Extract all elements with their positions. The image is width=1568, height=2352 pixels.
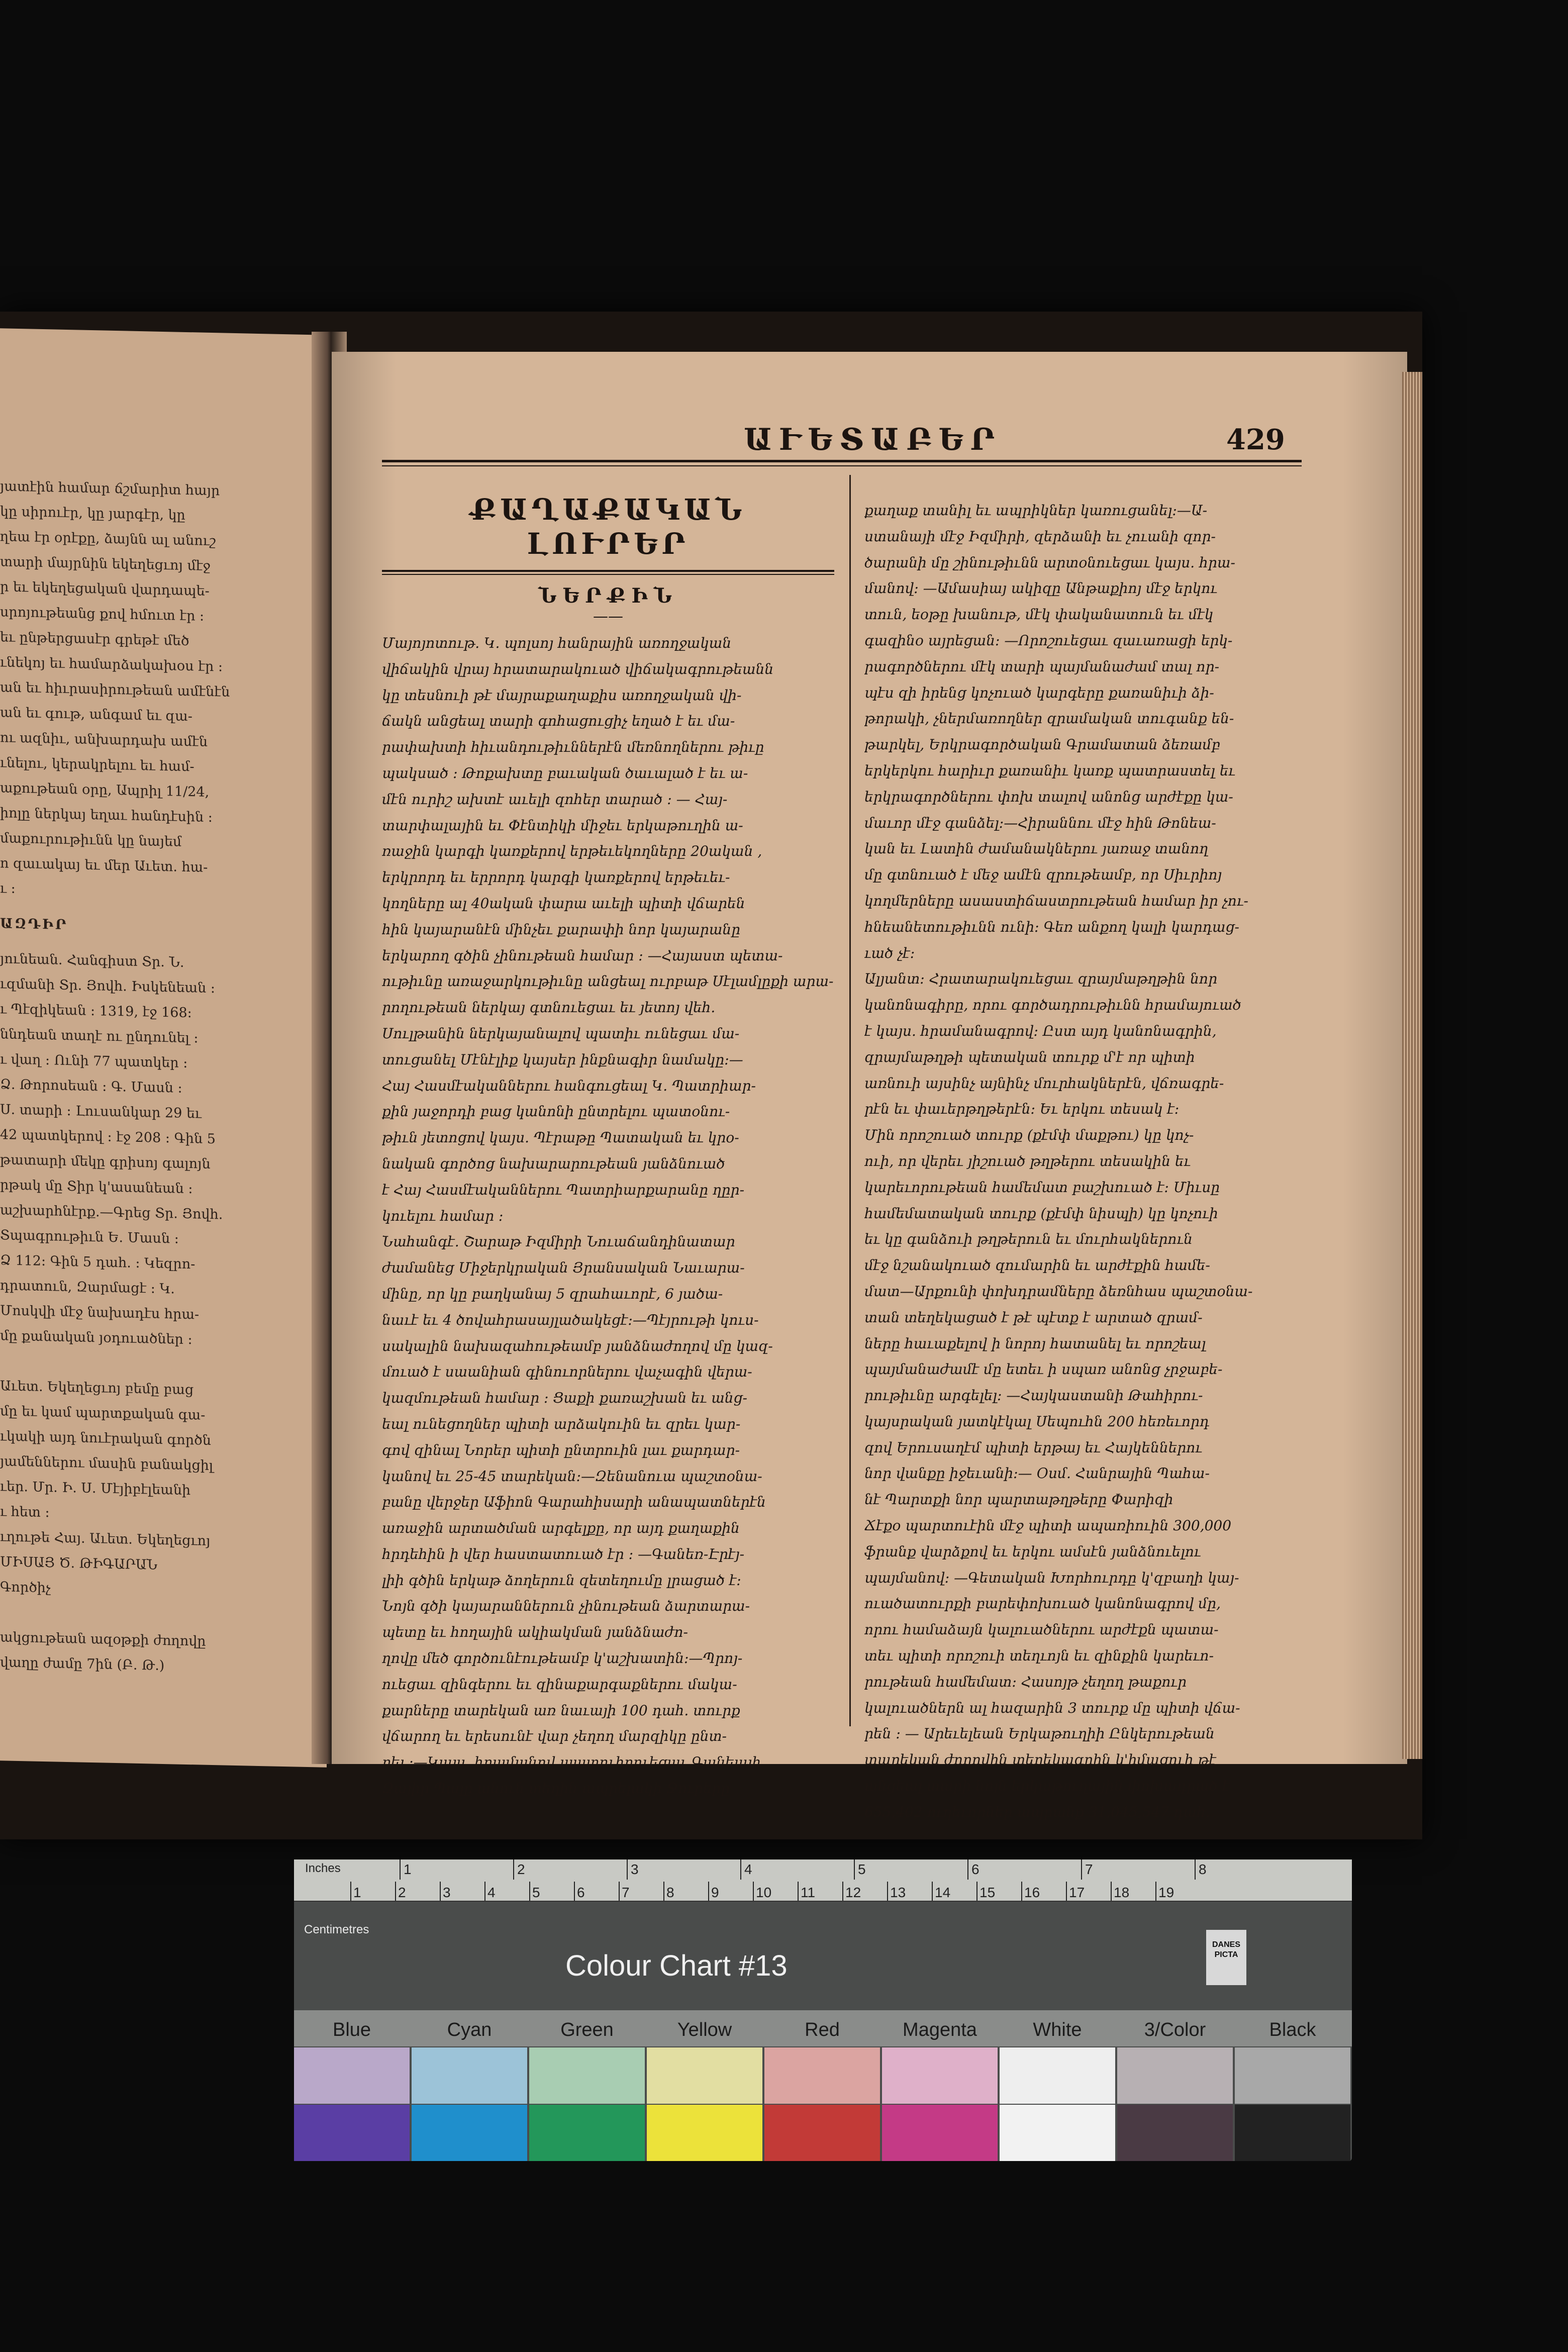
left-page-line: ւկակի այդ նուէրական գործն [0, 1428, 211, 1448]
left-page-line: ւ Պէզիկեան ։ 1319, էջ 168։ [0, 1001, 192, 1021]
left-page-line: աշխարհնէրք.—Գրեց Տր. Յովհ. [0, 1202, 223, 1223]
cm-tick-label: 10 [756, 1885, 772, 1900]
text-line: մէջ նշանակուած զումարին եւ արժէքին համե- [864, 1257, 1210, 1274]
left-column [382, 482, 834, 1802]
left-page-line: ւնելու, կերակրելու եւ համ- [0, 755, 194, 775]
colour-swatch-light [294, 2047, 410, 2104]
patch-label: Blue [332, 2019, 371, 2040]
cm-tick [440, 1882, 441, 1901]
chart-title: Colour Chart #13 [565, 1949, 788, 1982]
text-line: կարեւորութեան համեմատ բաշխուած է։ Միւսը [864, 1179, 1220, 1196]
running-head: ԱՒԵՏԱԲԵՐ [744, 422, 1002, 457]
text-line: պակսած ։ Թոքախտը բաւական ծաւալած է եւ ա- [382, 764, 748, 781]
left-page-line: ւ ։ [0, 880, 16, 897]
inch-tick-label: 3 [631, 1861, 639, 1877]
text-line: մանով։ —Ամասիայ ակիզը Անթաքիոյ մէջ երկու [864, 580, 1218, 597]
cm-tick-label: 7 [622, 1885, 630, 1900]
text-line: երկերկու հարիւր քառանիւ կառք պատրաստել եւ [864, 762, 1235, 779]
text-line: րողութեան ներկայ գտնուեցաւ եւ յետոյ վեհ. [382, 999, 716, 1016]
inch-tick [1081, 1859, 1082, 1880]
text-line: րագործներու մէկ տարի պայմանաժամ տալ որ- [864, 658, 1220, 675]
left-page-line: ւնեկոյ եւ համարձակախօս էր ։ [0, 654, 223, 675]
cm-tick [842, 1882, 843, 1901]
text-line: կալուածներն ալ հազարին 3 տուրք մը պիտի վճա- [864, 1699, 1240, 1716]
colour-swatch-light [764, 2047, 880, 2104]
colour-swatch-light [1235, 2047, 1350, 2104]
text-line: կողմերները ասաստիճաստրութեան համար իր չու- [864, 892, 1248, 909]
text-line: եւ կը գանձուի թղթերուն եւ մուրհակներուն [864, 1231, 1193, 1248]
text-line: մինը, որ կը բաղկանայ 5 զրահաւորէ, 6 յածա- [382, 1285, 723, 1302]
text-line: կանով եւ 25-45 տարեկան։—Զենանուա պաշտօնա- [382, 1467, 762, 1485]
text-line: մէն ուրիշ ախտէ աւելի զոհեր տարած ։ — Հայ- [382, 791, 728, 808]
cm-tick-label: 18 [1114, 1885, 1130, 1900]
text-line: ֆրանք վարձքով եւ երկու ամսէն յանձնուելու [864, 1543, 1201, 1560]
text-line: ւած չէ։ [864, 944, 915, 961]
text-line: հրդեհին ի վեր հաստատուած էր ։ —Գանեռ-Էրէյ- [382, 1545, 745, 1562]
colour-swatch-dark [882, 2105, 998, 2161]
text-line: Նոյն գծի կայարաններուն չինութեան ձարտարա- [382, 1598, 750, 1615]
left-page [0, 328, 327, 1768]
text-line: քաղաք տանիլ եւ ապրիկներ կառուցանել։—Ա- [864, 502, 1208, 519]
text-line: Սուլթանին ներկայանալով պատիւ ունեցաւ մա- [382, 1025, 740, 1042]
colour-swatch-dark [294, 2105, 410, 2161]
text-line: քին յաջորդի բաց կանոնի ընտրելու պատօնու- [382, 1103, 730, 1120]
left-page-line: ան եւ հիւրասիրութեան ամէնէն [0, 679, 230, 700]
cm-tick [1111, 1882, 1112, 1901]
text-line: րութեան համեմատ։ Հասոյթ չեղող թաքուր [864, 1673, 1187, 1690]
text-line: կանոնագիրը, որու գործադրութիւնն հրամայուած [864, 997, 1241, 1014]
title-rule [382, 570, 834, 572]
left-page-line: ւղութե Հայ. Աւետ. Եկեղեցւոյ [0, 1529, 211, 1549]
patch-label: 3/Color [1144, 2019, 1206, 2040]
inch-tick [627, 1859, 628, 1880]
left-page-line: Մոսկվի մէջ նախադէս հրա- [0, 1303, 200, 1323]
text-line: երկարող գծին չինութեան համար ։ —Հայաստ պետա- [382, 947, 783, 964]
inch-tick-label: 6 [971, 1861, 979, 1877]
cm-tick-label: 12 [845, 1885, 861, 1900]
left-page-line: Տպագրութիւն Ե. Մասն ։ [0, 1227, 179, 1247]
inch-tick-label: 7 [1085, 1861, 1093, 1877]
right-column [864, 498, 1307, 1825]
left-page-line: տարի մայրնին եկեղեցւոյ մէջ [0, 554, 211, 574]
text-line: կուելու համար ։ [382, 1207, 504, 1224]
patch-label: Green [560, 2019, 614, 2040]
inch-tick [740, 1859, 741, 1880]
left-page-line: իոլը ներկայ եղաւ հանդէսին ։ [0, 805, 213, 826]
cm-tick-label: 17 [1069, 1885, 1085, 1900]
text-line: մատ—Արքունի փոխդրամները ձեռնհաս պաշտօնա- [864, 1283, 1253, 1300]
right-column-text [864, 498, 1307, 1825]
subsection-title: ՆԵՐՔԻՆ [538, 584, 678, 608]
text-line: նոր վանքը իջեւանի։— Օսմ. Հանրային Պահա- [864, 1465, 1210, 1482]
text-line: տեւ պիտի որոշուի տեղւոյն եւ զինքին կարեւո- [864, 1647, 1214, 1664]
text-line: մուած է սաանիան գինուորներու վաչագին վերա- [382, 1363, 752, 1381]
left-page-line: ղեա էր օրէքը, ձայնն ալ անուշ [0, 529, 216, 549]
centimetres-label: Centimetres [304, 1923, 369, 1936]
colour-swatch-dark [529, 2105, 645, 2161]
text-line: նական գործոց նախարարութեան յանձնուած [382, 1155, 725, 1172]
colour-swatch-light [412, 2047, 527, 2104]
text-line: վիճակին վրայ հրատարակուած վիճակագրութեանն [382, 660, 774, 677]
inch-tick-label: 1 [404, 1861, 412, 1877]
cm-tick-label: 13 [890, 1885, 906, 1900]
text-line: բանը վերջեր Աֆիոն Գարահիսարի անապատներէն [382, 1494, 766, 1511]
text-line: գով զինալ Նորեր պիտի ընտրուին լաւ քարդար- [382, 1441, 740, 1458]
text-line: րութիւնը արգելել։ —Հայկաստանի Թահիրու- [864, 1387, 1203, 1404]
section-title: ՔԱՂԱՔԱԿԱՆ ԼՈՒՐԵՐ [470, 493, 746, 561]
text-line: թարկել, Երկրագործական Գրամատան ձեռամբ [864, 736, 1220, 753]
cm-tick-label: 4 [487, 1885, 496, 1900]
patch-label: Magenta [903, 2019, 977, 2040]
text-line: ները հաւաքելով ի նորոյ հատանել եւ որոշեալ [864, 1335, 1206, 1352]
cm-tick [1066, 1882, 1067, 1901]
colour-swatch-dark [764, 2105, 880, 2161]
left-page-section-head: ԱԶԴԻՐ [0, 916, 68, 933]
inch-tick [513, 1859, 514, 1880]
left-page-line: ան եւ գութ, անգամ եւ զա- [0, 705, 192, 725]
cm-tick-label: 11 [801, 1885, 816, 1900]
cm-tick-label: 8 [666, 1885, 674, 1900]
text-line: րել ։—Կայս. հրամանով պատուիրուեցաւ Գանեայի [382, 1754, 761, 1771]
text-line: ուածատուրքի բարեփոխուած կանոնագրով մը, [864, 1595, 1221, 1612]
text-line: թորակի, չներմառողներ զրամական տուգանք են- [864, 710, 1234, 727]
cm-tick-label: 16 [1024, 1885, 1040, 1900]
text-line: մաւոր մէջ գանձել։—Հիրաննու մէջ հին Թոնեա- [864, 814, 1216, 831]
text-line: գազինօ այրեցան։ —Որոշուեցաւ զաւառացի երկ- [864, 632, 1233, 649]
cm-tick [976, 1882, 977, 1901]
left-page-line: Ձ. Թորոսեան ։ Գ. Մասն ։ [0, 1076, 182, 1096]
left-page-line: Աւետ. Եկեղեցւոյ բեմը բաց [0, 1378, 194, 1398]
left-page-line: եւ ընթերցասէր գրեթէ մեծ [0, 629, 189, 649]
text-line: զով Երուսաղէմ պիտի երթայ եւ Հայկեններու [864, 1439, 1203, 1456]
text-line: ստանայի մէջ Իզմիրի, զերձանի եւ չուանի զոր- [864, 528, 1216, 545]
text-line: զրայմաթղթի պետական տուրք մ'է որ պիտի [864, 1048, 1195, 1065]
text-line: տարփալային եւ Փէնտիկի միջեւ երկաթուղին ա- [382, 817, 743, 834]
inch-tick-label: 2 [517, 1861, 525, 1877]
text-line: երկրագործներու փոխ տալով անոնց արժէքը կա- [864, 788, 1233, 805]
left-page-line: աքութեան օրը, Ապրիլ 11/24, [0, 780, 210, 800]
text-line: տուցանել Մէնէլիք կայսեր ինքնագիր նամակը։— [382, 1051, 743, 1068]
left-page-line: յատէին համար ճշմարիտ հայր [0, 478, 220, 499]
colour-swatch-dark [1117, 2105, 1233, 2161]
text-line: պէս զի իրենց կոչուած կարգերը քառանիւի ձի- [864, 684, 1214, 701]
colour-chart [294, 1859, 1352, 2161]
text-line: երկրորդ եւ երրորդ կարգի կառքերով երթեւեւ- [382, 869, 730, 886]
text-line: անցեալ տարի նոյն երկաթուղային փոխադրած է [864, 1778, 1230, 1795]
left-page-line: ւեր. Մր. Ի. Ս. Մէյիբէլեանի [0, 1479, 191, 1499]
colour-swatch-dark [1000, 2105, 1115, 2161]
text-line: կը տեսնուի թէ մայրաքաղաքիս առողջական վի- [382, 687, 742, 704]
column-divider [849, 475, 851, 1726]
left-page-line: սրոյութեանց քով հմուտ էր ։ [0, 604, 205, 624]
left-page-line: մաքուրութիւնն կը նայեմ [0, 830, 182, 850]
cm-tick [395, 1882, 396, 1901]
cm-tick-label: 1 [353, 1885, 361, 1900]
text-line: առնուի այսինչ այնինչ մուրհակներէն, վճռագրե- [864, 1074, 1224, 1092]
text-line: նաւէ եւ 4 ծովահրասայլածակեցէ։—Պէյրութի կուս- [382, 1311, 759, 1328]
text-line: է Հայ Հասմէականներու Պատրիարքարանը ղըր- [382, 1181, 745, 1198]
patch-label: Black [1269, 2019, 1316, 2040]
left-page-line: ւզմանի Տր. Յովհ. Իսկենեան ։ [0, 976, 216, 997]
patch-label: Yellow [677, 2019, 732, 2040]
cm-tick [932, 1882, 933, 1901]
text-line: լիի գծին երկաթ ձողերուն զետեղումը լրացած է։ [382, 1572, 741, 1589]
text-line: տուն, եօթը խանութ, մէկ փականատուն եւ մէկ [864, 606, 1214, 623]
left-page-line: ո զաւակայ եւ մեր Աւետ. հա- [0, 855, 208, 875]
text-line: որու համաձայն կալուածներու արժէքն պատա- [864, 1621, 1219, 1638]
cm-tick [798, 1882, 799, 1901]
inch-tick-label: 5 [858, 1861, 866, 1877]
cm-tick-label: 19 [1158, 1885, 1174, 1900]
left-column-text [382, 630, 834, 1802]
text-line: պայմանով։ —Գետական Խորհուրդը կ'զբաղի կայ- [864, 1569, 1239, 1586]
text-line: ժամանեց Միջերկրական Յրանսական Նաւարա- [382, 1259, 745, 1277]
left-page-line: Ս. տարի ։ Լուսանկար 29 եւ [0, 1102, 202, 1122]
header-rule-thin [382, 465, 1302, 466]
patch-label: Cyan [447, 2019, 492, 2040]
inch-tick [1195, 1859, 1196, 1880]
left-page-line: ւ հետ ։ [0, 1504, 50, 1521]
inch-tick [967, 1859, 968, 1880]
text-line: տարեկան ժողովին տեղեկագրին կ'իմացուի թէ [864, 1751, 1216, 1769]
text-line: ճակն անցեալ տարի գոհացուցիչ եղած է եւ մա- [382, 713, 735, 730]
text-line: կայսրական յատկէկալ Սեպուհն 200 հեռեւորդ [864, 1413, 1210, 1430]
cm-tick [887, 1882, 888, 1901]
cm-tick-label: 9 [711, 1885, 719, 1900]
text-line: ուի, որ վերեւ յիշուած թղթերու տեսակին եւ [864, 1152, 1191, 1169]
left-page-line: մը եւ կամ պարտքական գա- [0, 1403, 206, 1423]
text-line: ուեցաւ զինգերու եւ զինաքարգաքներու մակա- [382, 1676, 737, 1693]
left-page-line: յունեան. Հանգիստ Տր. Ն. [0, 951, 184, 970]
text-line: համեմատական տուրք (քէմփ նիսպի) կը կոչուի [864, 1205, 1218, 1222]
text-line: ծարանի մը շինութիւնն արտօնուեցաւ կայս. հրա- [864, 554, 1235, 571]
cm-tick [484, 1882, 485, 1901]
text-line: եալ ունեցողներ պիտի արձակուին եւ զրեւ կար- [382, 1415, 741, 1432]
text-line: վճարող եւ երեսունէ վար չեղող մարզիկը ընտ- [382, 1728, 727, 1745]
text-line: նէ Պարտքի նոր պարտաթղթերը Փարիզի [864, 1491, 1173, 1508]
cm-tick [1021, 1882, 1022, 1901]
text-line: Մին որոշուած տուրք (քէմփ մաքթու) կը կոչ- [864, 1127, 1194, 1144]
left-page-line: ւ վաղ ։ Ունի 77 պատկեր ։ [0, 1051, 188, 1071]
text-line: Զայիր Պալը անուն տեղին ապրելակի Ջուրերը [382, 1780, 730, 1797]
text-line: թիւն յետոցով կայս. Պէրաթը Պատական եւ կրօ- [382, 1129, 739, 1146]
text-line: Ալյանտ։ Հրատարակուեցաւ զրայմաթղթին նոր [864, 970, 1218, 988]
colour-swatch-light [647, 2047, 762, 2104]
text-line: րէն եւ փաւերթղթերէն։ Եւ երկու տեսակ է։ [864, 1101, 1180, 1118]
cm-tick [619, 1882, 620, 1901]
patch-label: White [1033, 2019, 1082, 2040]
left-page-line: ննդեան տաղէ ու ընդունել ։ [0, 1026, 199, 1046]
left-page-line: ակցութեան ազօթքի ժողովը [0, 1629, 206, 1649]
colour-swatch-light [1117, 2047, 1233, 2104]
inches-label: Inches [305, 1861, 341, 1875]
colour-swatch-light [529, 2047, 645, 2104]
text-line: ռաջին կարգի կառքերով երթեւեկողները 20ական , [382, 843, 762, 860]
title-rule-thin [382, 574, 834, 575]
left-page-line: վաղը ժամը 7ին (Բ. Թ.) [0, 1654, 165, 1674]
text-line: Նահանգէ. Շարաթ Իզմիրի Նուաճանդինատար [382, 1233, 735, 1250]
text-line: րափախտի հիւանդութիւններէն մեռնողներու թիւը [382, 739, 764, 756]
text-line: հին կայարանէն մինչեւ քարափի նոր կայարանը [382, 921, 741, 938]
left-page-line: ր եւ եկեղեցական վարդապե- [0, 579, 210, 599]
left-page-line: յամեններու մասին բանակցիլ [0, 1453, 214, 1474]
text-line: հնեանետութիւնն ունի։ Գեռ անքող կալի կարդաց- [864, 918, 1240, 935]
danes-picta-logo: DANES PICTA [1206, 1930, 1246, 1985]
left-page-text [0, 474, 317, 1682]
cm-tick [663, 1882, 664, 1901]
text-line: Հայ Հասմէականներու հանգուցեալ Կ. Պատրիար- [382, 1077, 756, 1094]
cm-tick-label: 14 [935, 1885, 951, 1900]
text-line: ութիւնը առաջարկութիւնը անցեալ ուրբաթ Սէլամլըքի արա- [382, 973, 834, 990]
text-line: կողները ալ 40ական փարա աւելի պիտի վճարեն [382, 895, 745, 912]
text-line: պետը եւ հողային ակիակման յանձնաժո- [382, 1624, 688, 1641]
cm-tick [529, 1882, 530, 1901]
text-line: տան տեղեկացած է թէ պէտք է արտած զրամ- [864, 1309, 1203, 1326]
cm-tick [574, 1882, 575, 1901]
text-line: սակալին նախազահութեամբ յանձնաժողով մը կազ- [382, 1337, 773, 1354]
text-line: կան եւ Լատին ժամանակներու յառաջ տանող [864, 840, 1209, 857]
left-page-line: կը սիրուէր, կը յարգէր, կը [0, 504, 185, 523]
cm-tick-label: 3 [443, 1885, 451, 1900]
left-page-line: Գործիչ [0, 1579, 51, 1596]
page-edges [1402, 372, 1422, 1759]
header-rule [382, 460, 1302, 462]
cm-tick-label: 6 [577, 1885, 585, 1900]
subsection-dash: —— [593, 608, 623, 625]
cm-tick [350, 1882, 351, 1901]
inch-tick-label: 8 [1199, 1861, 1207, 1877]
colour-swatch-dark [647, 2105, 762, 2161]
cm-tick-label: 2 [398, 1885, 406, 1900]
text-line: րեն ։ — Արեւելեան Երկաթուղիի Ընկերութեան [864, 1725, 1215, 1742]
text-line: Մայոյոտութ. Կ. պոլսոյ հանրային առողջական [382, 635, 732, 651]
left-page-line: ու ազնիւ, անխարդախ ամէն [0, 730, 208, 750]
left-page-line: թատարի մեկը գրիսոյ գալոյն [0, 1152, 211, 1172]
colour-swatch-dark [412, 2105, 527, 2161]
cm-tick [1155, 1882, 1156, 1901]
cm-tick-label: 15 [979, 1885, 996, 1900]
text-line: մը գտնուած է մեջ ամէն զրութեամբ, որ Սիւրիոյ [864, 866, 1222, 884]
inch-tick [854, 1859, 855, 1880]
text-line: առաջին արտածման արգելքը, որ այդ քաղաքին [382, 1520, 740, 1537]
left-page-line: 42 պատկերով ։ էջ 208 ։ Գին 5 [0, 1127, 216, 1147]
left-page-line: րթակ մը Տիր կ'ասանեան ։ [0, 1177, 193, 1197]
left-page-line: ՄԻՍԱՅ Ծ. ԹԻԳԱՐԱՆ [0, 1554, 158, 1573]
inch-tick-label: 4 [744, 1861, 752, 1877]
left-page-line: Ձ 112։ Գին 5 դահ. ։ Կեզրո- [0, 1252, 195, 1272]
left-page-line: դրատուն, Զարմացէ ։ Կ. [0, 1278, 175, 1297]
text-line: 655,402 ուղեւորներ ապրանք 31,045,547 դահ. [864, 1803, 1210, 1820]
patch-label: Red [805, 2019, 840, 2040]
cm-tick-label: 5 [532, 1885, 540, 1900]
cm-tick [708, 1882, 709, 1901]
cm-tick [753, 1882, 754, 1901]
text-line: պայմանաժամէ մը ետեւ ի սպառ անոնց չրջաբե- [864, 1361, 1223, 1378]
text-line: Ճէքօ պարտուէին մէջ պիտի ապառիուին 300,000 [864, 1517, 1232, 1534]
text-line: է կայս. հրամանագրով։ Ըստ այդ կանոնագրին, [864, 1022, 1217, 1039]
colour-swatch-light [1000, 2047, 1115, 2104]
left-page-line: մը քանական յօդուածներ ։ [0, 1328, 192, 1348]
colour-swatch-light [882, 2047, 998, 2104]
text-line: քարները տարեկան առ նաւայի 100 դահ. տուրք [382, 1702, 740, 1719]
colour-swatch-dark [1235, 2105, 1350, 2161]
text-line: կազմութեան համար ։ Ցաքի քառաշխան եւ անց- [382, 1390, 748, 1407]
text-line: ղովը մեծ գործունէութեամբ կ'աշխատին։—Պրոյ- [382, 1650, 743, 1667]
inch-tick [400, 1859, 401, 1880]
ruler [294, 1859, 1352, 1902]
page-number: 429 [1226, 423, 1285, 456]
